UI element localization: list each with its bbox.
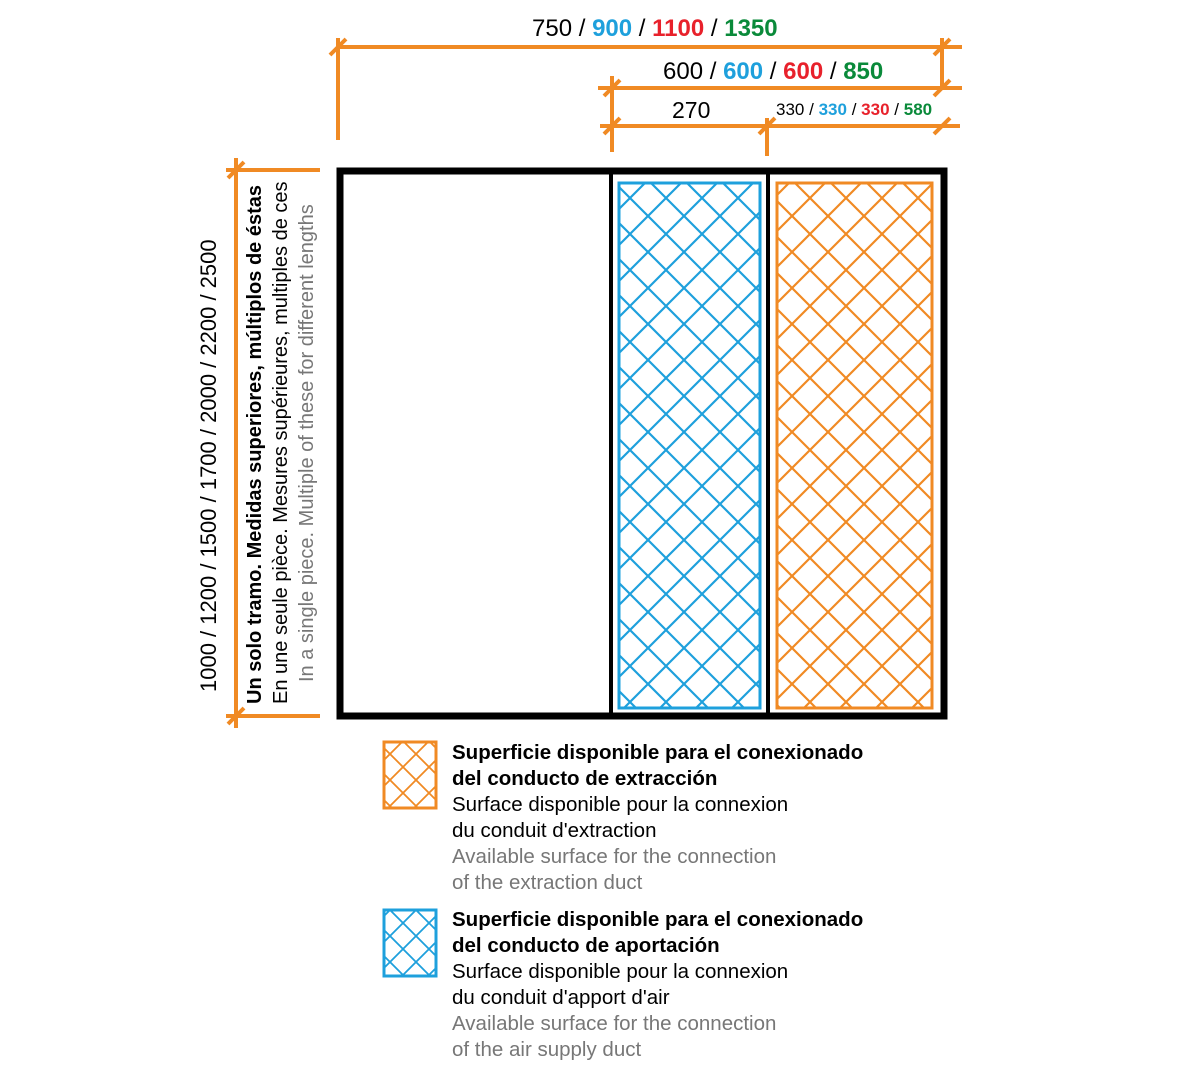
height-note-en: In a single piece. Multiple of these for different lengths bbox=[296, 204, 318, 682]
total-width-black: 750 bbox=[532, 15, 573, 42]
total-width-green: 1350 bbox=[724, 15, 778, 42]
legend-extraction-fr-2: du conduit d'extraction bbox=[452, 819, 657, 842]
height-note-es: Un solo tramo. Medidas superiores, múltiplos de éstas bbox=[244, 184, 266, 704]
legend-extraction-es-1: Superficie disponible para el conexionado bbox=[452, 741, 864, 764]
legend-extraction bbox=[452, 740, 863, 896]
legend-supply-fr-1: Surface disponible pour la connexion bbox=[452, 960, 789, 983]
supply-area bbox=[619, 183, 760, 708]
legend-extraction-en-1: Available surface for the connection bbox=[452, 845, 777, 868]
legend-extraction-fr-1: Surface disponible pour la connexion bbox=[452, 793, 789, 816]
legend-supply-es-2: del conducto de aportación bbox=[452, 934, 720, 957]
legend-supply-en-1: Available surface for the connection bbox=[452, 1012, 777, 1035]
blue-crosshatch-icon bbox=[384, 910, 436, 976]
extraction-width-blue: 330 bbox=[818, 100, 847, 119]
extraction-width-green: 580 bbox=[903, 100, 933, 119]
module-width-blue: 600 bbox=[723, 58, 764, 85]
module-width-label: 600 / 600 / 600 / 850 bbox=[663, 58, 884, 85]
legend-extraction-en-2: of the extraction duct bbox=[452, 871, 643, 894]
legend-supply-en-2: of the air supply duct bbox=[452, 1038, 642, 1061]
legend-supply-fr-2: du conduit d'apport d'air bbox=[452, 986, 670, 1009]
module-width-black: 600 bbox=[663, 58, 704, 85]
module-width-red: 600 bbox=[783, 58, 824, 85]
legend-supply bbox=[452, 907, 863, 1063]
extraction-width-red: 330 bbox=[861, 100, 890, 119]
total-width-blue: 900 bbox=[592, 15, 633, 42]
extraction-width-black: 330 bbox=[776, 100, 805, 119]
height-note-fr: En une seule pièce. Mesures supérieures, multiples de ces bbox=[270, 181, 292, 704]
sub-width-dimension-line bbox=[600, 118, 960, 156]
module-width-green: 850 bbox=[843, 58, 884, 85]
supply-width-label: 270 bbox=[672, 97, 711, 123]
orange-crosshatch-icon bbox=[384, 742, 436, 808]
extraction-width-label: 330 / 330 / 330 / 580 bbox=[776, 100, 933, 119]
height-values-label: 1000 / 1200 / 1500 / 1700 / 2000 / 2200 / 2500 bbox=[196, 239, 221, 692]
extraction-area bbox=[777, 183, 932, 708]
total-width-red: 1100 bbox=[652, 15, 705, 42]
legend-extraction-es-2: del conducto de extracción bbox=[452, 767, 718, 790]
total-width-label: 750 / 900 / 1100 / 1350 bbox=[532, 15, 778, 42]
legend-supply-es-1: Superficie disponible para el conexionado bbox=[452, 908, 864, 931]
